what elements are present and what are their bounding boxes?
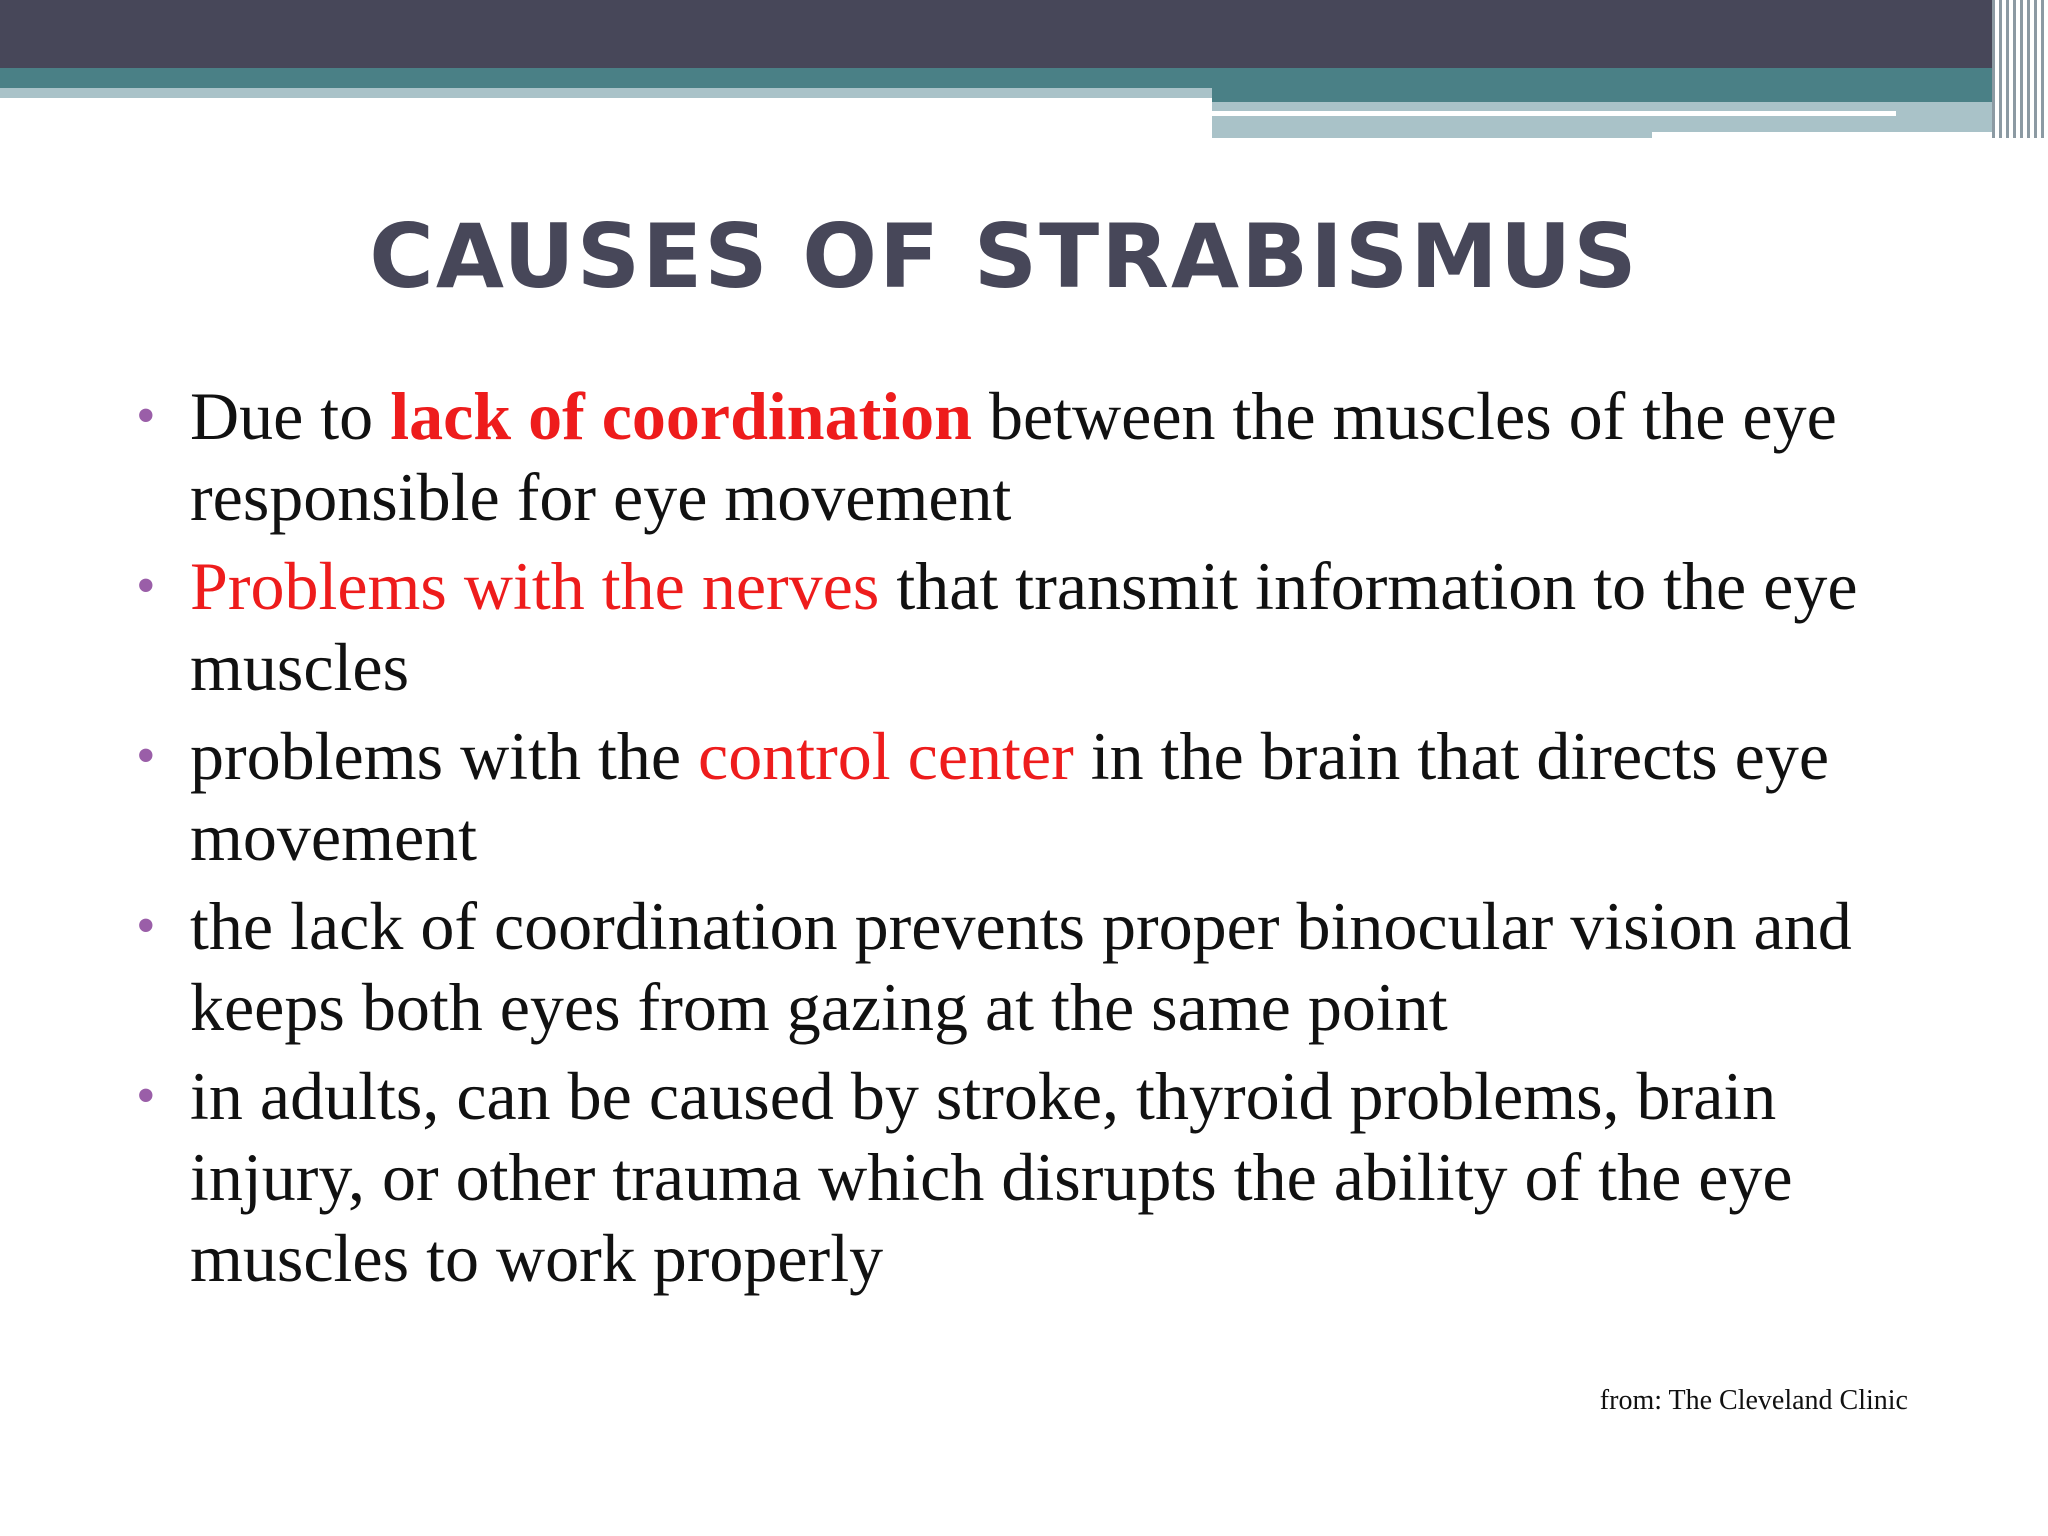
bullet-dot-icon: •	[136, 385, 156, 447]
header-bar-light-left	[0, 88, 1212, 98]
bullet-dot-icon: •	[136, 895, 156, 957]
bullet-highlight: control center	[698, 718, 1074, 794]
header-bar-teal	[0, 68, 2048, 88]
header-divider-line-lower	[1652, 132, 2048, 138]
header-divider-line	[1212, 111, 1896, 116]
bullet-dot-icon: •	[136, 555, 156, 617]
bullet-text: that transmit information to the eye muscles	[190, 548, 1858, 705]
header-stripes	[1992, 0, 2048, 138]
bullet-item	[130, 716, 1930, 878]
bullet-item	[130, 376, 1930, 538]
bullet-text: problems with the	[190, 718, 699, 794]
bullet-dot-icon: •	[136, 1065, 156, 1127]
bullet-item	[130, 886, 1930, 1048]
bullet-item	[130, 1056, 1930, 1299]
bullet-text: the lack of coordination prevents proper binocular vision and keeps both eyes from gazing at the same point	[190, 888, 1852, 1045]
bullet-text: in adults, can be caused by stroke, thyroid problems, brain injury, or other trauma which disrupts the ability of the eye muscles to work properly	[190, 1058, 1793, 1296]
header-bar-teal-right	[1212, 88, 2048, 102]
bullet-list	[130, 376, 1930, 1307]
bullet-text: Due to	[190, 378, 391, 454]
bullet-dot-icon: •	[136, 725, 156, 787]
slide-title: CAUSES OF STRABISMUS	[369, 205, 1639, 308]
bullet-item	[130, 546, 1930, 708]
bullet-highlight: lack of coordination	[390, 378, 972, 454]
header-bar-dark	[0, 0, 2048, 68]
bullet-highlight: Problems with the nerves	[190, 548, 880, 624]
source-citation: from: The Cleveland Clinic	[1599, 1385, 1908, 1416]
bullet-text: in the brain that directs eye movement	[190, 718, 1830, 875]
bullet-text: between the muscles of the eye responsible for eye movement	[190, 378, 1837, 535]
